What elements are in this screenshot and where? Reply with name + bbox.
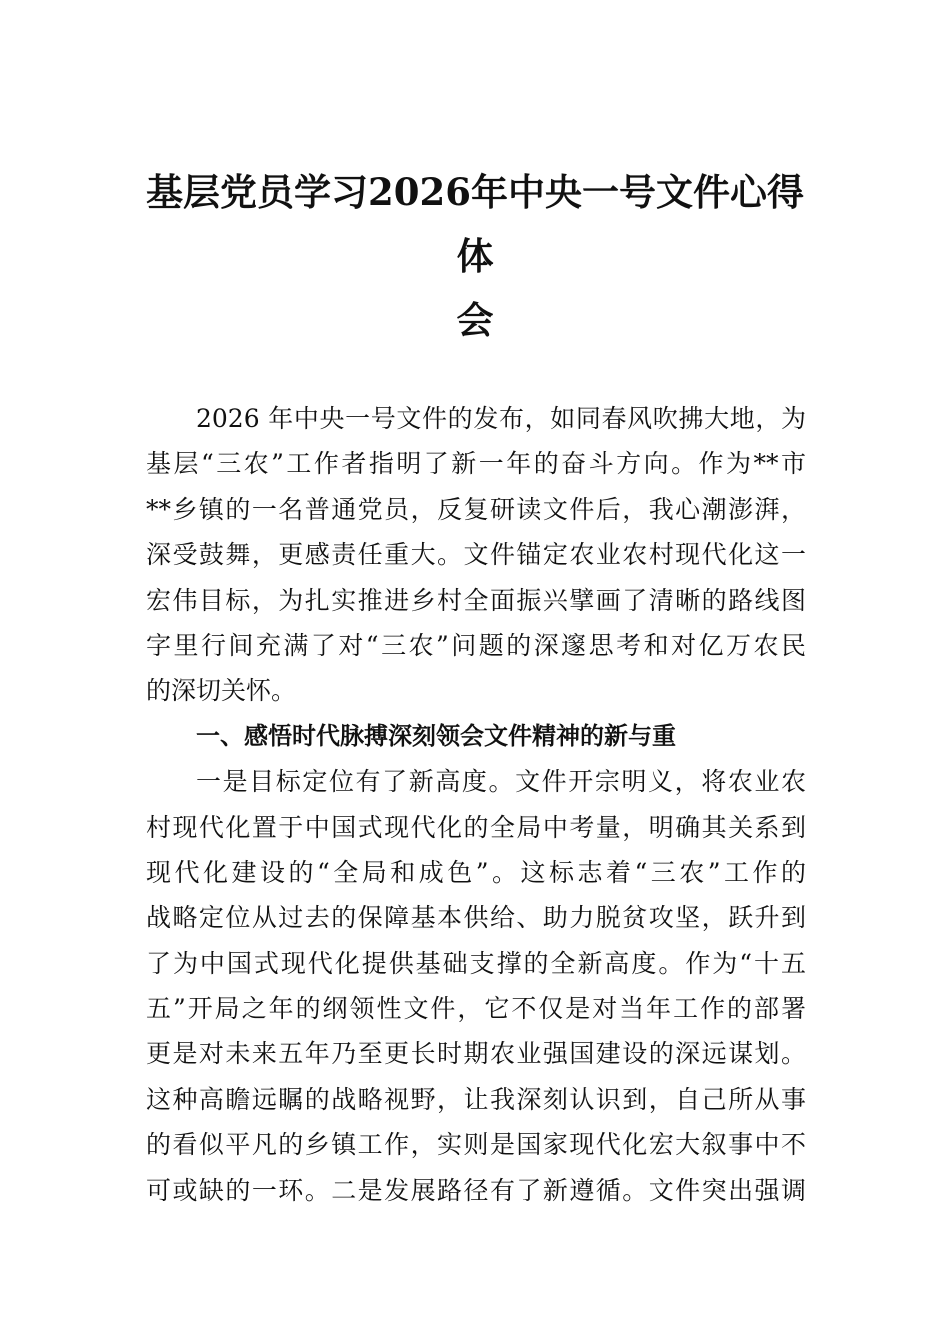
text-line: 宏伟目标，为扎实推进乡村全面振兴擘画了清晰的路线图 [146,585,806,615]
text-line: 2026 年中央一号文件的发布，如同春风吹拂大地，为 [196,404,806,433]
paragraph-intro [146,396,806,714]
title-line-1: 基层党员学习2026年中央一号文件心得体 [146,170,804,278]
document-title [140,160,810,352]
text-line: 一是目标定位有了新高度。文件开宗明义，将农业农 [196,767,806,797]
text-line: 了为中国式现代化提供基础支撑的全新高度。作为“十五 [146,948,806,978]
text-line: 字里行间充满了对“三农”问题的深邃思考和对亿万农民 [146,630,806,660]
text-line: 可或缺的一环。二是发展路径有了新遵循。文件突出强调 [146,1175,806,1205]
text-line: 战略定位从过去的保障基本供给、助力脱贫攻坚，跃升到 [146,903,806,933]
text-line: **乡镇的一名普通党员，反复研读文件后，我心潮澎湃， [146,494,806,524]
title-line-2: 会 [456,298,494,342]
text-line: 的深切关怀。 [146,676,297,706]
text-line: 更是对未来五年乃至更长时期农业强国建设的深远谋划。 [146,1039,806,1069]
text-line: 基层“三农”工作者指明了新一年的奋斗方向。作为**市 [146,449,806,479]
paragraph-section-1 [146,759,806,1213]
text-line: 深受鼓舞，更感责任重大。文件锚定农业农村现代化这一 [146,540,806,570]
document-body [146,396,806,1213]
text-line: 这种高瞻远瞩的战略视野，让我深刻认识到，自己所从事 [146,1084,806,1114]
text-line: 现代化建设的“全局和成色”。这标志着“三农”工作的 [146,857,806,887]
text-line: 村现代化置于中国式现代化的全局中考量，明确其关系到 [146,812,806,842]
text-line: 的看似平凡的乡镇工作，实则是国家现代化宏大叙事中不 [146,1130,806,1160]
section-heading-1: 一、感悟时代脉搏深刻领会文件精神的新与重 [196,721,676,750]
text-line: 五”开局之年的纲领性文件，它不仅是对当年工作的部署 [146,994,806,1024]
